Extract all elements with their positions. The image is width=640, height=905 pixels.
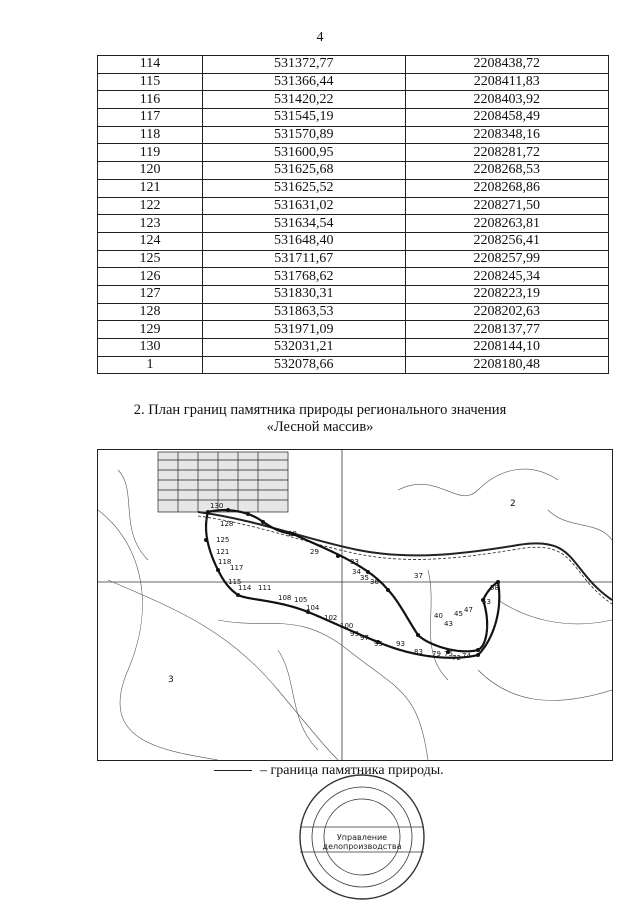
table-row [98, 232, 609, 250]
point-number: 119 [98, 144, 203, 162]
coord-x: 532031,21 [203, 339, 405, 357]
map-label: 115 [228, 578, 242, 586]
coord-x: 531971,09 [203, 321, 405, 339]
map-label: 35 [360, 574, 369, 582]
map-label: 121 [216, 548, 230, 556]
map-label: 105 [294, 596, 308, 604]
map-label: 104 [306, 604, 320, 612]
point-number: 128 [98, 303, 203, 321]
coordinates-table [97, 55, 609, 374]
map-label: 29 [310, 548, 319, 556]
map-label: 79 [432, 650, 441, 658]
map-label: 36 [370, 578, 379, 586]
map-label: 43 [444, 620, 453, 628]
map-label: 95 [374, 640, 383, 648]
coord-y: 2208256,41 [405, 232, 609, 250]
map-label: 128 [220, 520, 234, 528]
point-number: 130 [98, 339, 203, 357]
table-row [98, 56, 609, 74]
coord-y: 2208271,50 [405, 197, 609, 215]
coord-y: 2208268,53 [405, 162, 609, 180]
coord-y: 2208458,49 [405, 109, 609, 127]
point-number: 125 [98, 250, 203, 268]
map-label: 108 [278, 594, 292, 602]
point-number: 129 [98, 321, 203, 339]
map-label: 3 [168, 675, 174, 685]
map-label: 58 [490, 584, 499, 592]
table-row [98, 73, 609, 91]
point-number: 122 [98, 197, 203, 215]
coord-y: 2208438,72 [405, 56, 609, 74]
coord-x: 531625,68 [203, 162, 405, 180]
coord-x: 531420,22 [203, 91, 405, 109]
coord-y: 2208223,19 [405, 285, 609, 303]
point-number: 115 [98, 73, 203, 91]
coord-y: 2208263,81 [405, 215, 609, 233]
coord-y: 2208245,34 [405, 268, 609, 286]
point-number: 117 [98, 109, 203, 127]
coord-x: 531631,02 [203, 197, 405, 215]
map-label: 28 [288, 530, 297, 538]
table-row [98, 179, 609, 197]
map-label: 93 [396, 640, 405, 648]
coord-y: 2208137,77 [405, 321, 609, 339]
coord-y: 2208144,10 [405, 339, 609, 357]
point-number: 127 [98, 285, 203, 303]
table-row [98, 268, 609, 286]
map-label: 34 [352, 568, 361, 576]
map-label: 53 [482, 598, 491, 606]
point-number: 126 [98, 268, 203, 286]
table-row [98, 356, 609, 374]
table-row [98, 91, 609, 109]
map-label: 2 [510, 499, 516, 509]
coord-x: 532078,66 [203, 356, 405, 374]
point-number: 123 [98, 215, 203, 233]
map-label: 47 [464, 606, 473, 614]
table-row [98, 303, 609, 321]
map-label: 37 [414, 572, 423, 580]
table-row [98, 197, 609, 215]
table-row [98, 109, 609, 127]
map-label: 74 [462, 652, 471, 660]
map-label: 102 [324, 614, 338, 622]
coord-x: 531545,19 [203, 109, 405, 127]
point-number: 118 [98, 126, 203, 144]
legend-text: – граница памятника природы. [260, 763, 444, 778]
point-number: 116 [98, 91, 203, 109]
coord-x: 531648,40 [203, 232, 405, 250]
map-label: 99 [350, 630, 359, 638]
point-number: 120 [98, 162, 203, 180]
coord-x: 531863,53 [203, 303, 405, 321]
seal-line-2: делопроизводства [322, 842, 402, 851]
table-row [98, 215, 609, 233]
table-row [98, 321, 609, 339]
table-row [98, 144, 609, 162]
table-row [98, 162, 609, 180]
caption-line-2: «Лесной массив» [266, 419, 374, 435]
official-seal [292, 772, 432, 902]
table-row [98, 250, 609, 268]
coord-y: 2208257,99 [405, 250, 609, 268]
point-number: 1 [98, 356, 203, 374]
coord-y: 2208348,16 [405, 126, 609, 144]
map-label: 83 [414, 648, 423, 656]
coord-x: 531570,89 [203, 126, 405, 144]
coord-x: 531768,62 [203, 268, 405, 286]
point-number: 121 [98, 179, 203, 197]
map-label: 130 [210, 502, 224, 510]
map-label: 125 [216, 536, 230, 544]
coord-y: 2208202,63 [405, 303, 609, 321]
coord-x: 531711,67 [203, 250, 405, 268]
table-row [98, 126, 609, 144]
map-label: 118 [218, 558, 232, 566]
map-label: 117 [230, 564, 244, 572]
map-label: 45 [454, 610, 463, 618]
caption-line-1: 2. План границ памятника природы регионального значения [133, 402, 507, 418]
table-row [98, 285, 609, 303]
point-number: 124 [98, 232, 203, 250]
coord-x: 531372,77 [203, 56, 405, 74]
coord-y: 2208180,48 [405, 356, 609, 374]
map-label: 111 [258, 584, 272, 592]
coord-y: 2208268,86 [405, 179, 609, 197]
coord-x: 531830,31 [203, 285, 405, 303]
terrain-contours [98, 469, 612, 760]
map-label: 100 [340, 622, 354, 630]
map-label: 40 [434, 612, 443, 620]
map-label: 72 [452, 654, 461, 662]
coord-x: 531366,44 [203, 73, 405, 91]
map-drawing [98, 450, 612, 760]
point-number: 114 [98, 56, 203, 74]
page-number: 4 [316, 30, 324, 45]
coord-y: 2208403,92 [405, 91, 609, 109]
map-label: 114 [238, 584, 252, 592]
legend-line-icon [214, 770, 252, 771]
coord-x: 531600,95 [203, 144, 405, 162]
coord-x: 531625,52 [203, 179, 405, 197]
table-row [98, 339, 609, 357]
coord-y: 2208411,83 [405, 73, 609, 91]
map-caption [0, 402, 640, 436]
map-label: 33 [350, 558, 359, 566]
map-label: 75 [444, 650, 453, 658]
coord-y: 2208281,72 [405, 144, 609, 162]
coord-x: 531634,54 [203, 215, 405, 233]
map-label: 97 [360, 634, 369, 642]
seal-line-1: Управление [336, 833, 388, 842]
boundary-map [97, 449, 613, 761]
